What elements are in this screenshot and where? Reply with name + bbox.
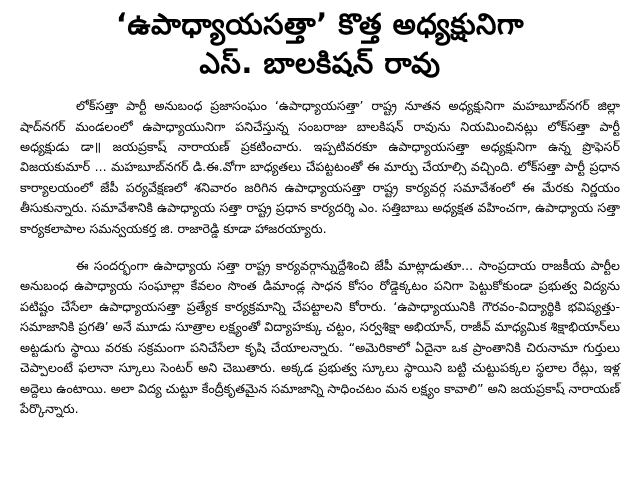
article-body (20, 96, 620, 419)
headline-line-1: ‘ఉపాధ్యాయసత్తా’ కొత్త అధ్యక్షునిగా (115, 7, 525, 41)
article-headline (20, 6, 620, 82)
paragraph-2: ఈ సందర్భంగా ఉపాధ్యాయ సత్తా రాష్ట్ర కార్యవర్గాన్నుద్దేశించి జేపీ మాట్లాడుతూ... సాంప్రదాయ రాజకీయ పార్టీల అనుబంధ ఉపాధ్యాయ సంఘాల్లా కేవలం సొంత డిమాండ్ల సాధన కోసం రోడ్డెక్కటం పనిగా పెట్టుకోకుండా ప్రభుత్వ విద్యను పటిష్టం చేసేలా ఉపాధ్యాయసత్తా ప్రత్యేక కార్యక్రమాన్ని చేపట్టాలని కోరారు. ‘ఉపాధ్యాయునికి గౌరవం-విద్యార్థికి భవిష్యత్తు-సమాజానికి ప్రగతి’ అనే మూడు సూత్రాల లక్ష్యంతో విద్యాహక్కు చట్టం, సర్వశిక్షా అభియాన్, రాజీవ్ మాధ్యమిక శిక్షాభియాన్‌లు అట్టడుగు స్థాయి వరకు సక్రమంగా పనిచేసేలా కృషి చేయాలన్నారు. “అమెరికాలో ఏదైనా ఒక ప్రాంతానికి చిరునామా గుర్తులు చెప్పాలంటే ఫలానా స్కూలు సెంటర్ అని చెబుతారు. అక్కడ ప్రభుత్వ స్కూలు స్థాయిని బట్టి చుట్టుపక్కల స్థలాల రేట్లు, ఇళ్ల అద్దెలు ఉంటాయి. అలా విద్య చుట్టూ కేంద్రీకృతమైన సమాజాన్ని సాధించటం మన లక్ష్యం కావాలి” అని జయప్రకాష్ నారాయణ్ పేర్కొన్నారు. (20, 258, 620, 416)
paragraph-1: లోక్‌సత్తా పార్టీ అనుబంధ ప్రజాసంఘం ‘ఉపాధ్యాయసత్తా’ రాష్ట్ర నూతన అధ్యక్షునిగా మహబూబ్‌నగర్ జిల్లా షాద్‌నగర్ మండలంలో ఉపాధ్యాయునిగా పనిచేస్తున్న సంబరాజు బాలకిషన్ రావును నియమించినట్లు లోక్‌సత్తా పార్టీ అధ్యక్షుడు డా॥ జయప్రకాష్ నారాయణ్ ప్రకటించారు. ఇప్పటివరకూ ఉపాధ్యాయసత్తా అధ్యక్షునిగా ఉన్న ప్రొఫెసర్ విజయకుమార్ ... మహబూబ్‌నగర్ డి.ఈ.వోగా బాధ్యతలు చేపట్టటంతో ఈ మార్పు చేయాల్సి వచ్చింది. లోక్‌సత్తా పార్టీ ప్రధాన కార్యాలయంలో జేపీ పర్యవేక్షణలో శనివారం జరిగిన ఉపాధ్యాయసత్తా రాష్ట్ర కార్యవర్గ సమావేశంలో ఈ మేరకు నిర్ణయం తీసుకున్నారు. సమావేశానికి ఉపాధ్యాయ సత్తా రాష్ట్ర ప్రధాన కార్యదర్శి ఎం. సత్తిబాబు అధ్యక్షత వహించగా, ఉపాధ్యాయ సత్తా కార్యకలాపాల సమన్వయకర్త జి. రాజారెడ్డి కూడా హాజరయ్యారు. (20, 98, 620, 236)
headline-line-2: ఎస్. బాలకిషన్ రావు (199, 46, 441, 81)
